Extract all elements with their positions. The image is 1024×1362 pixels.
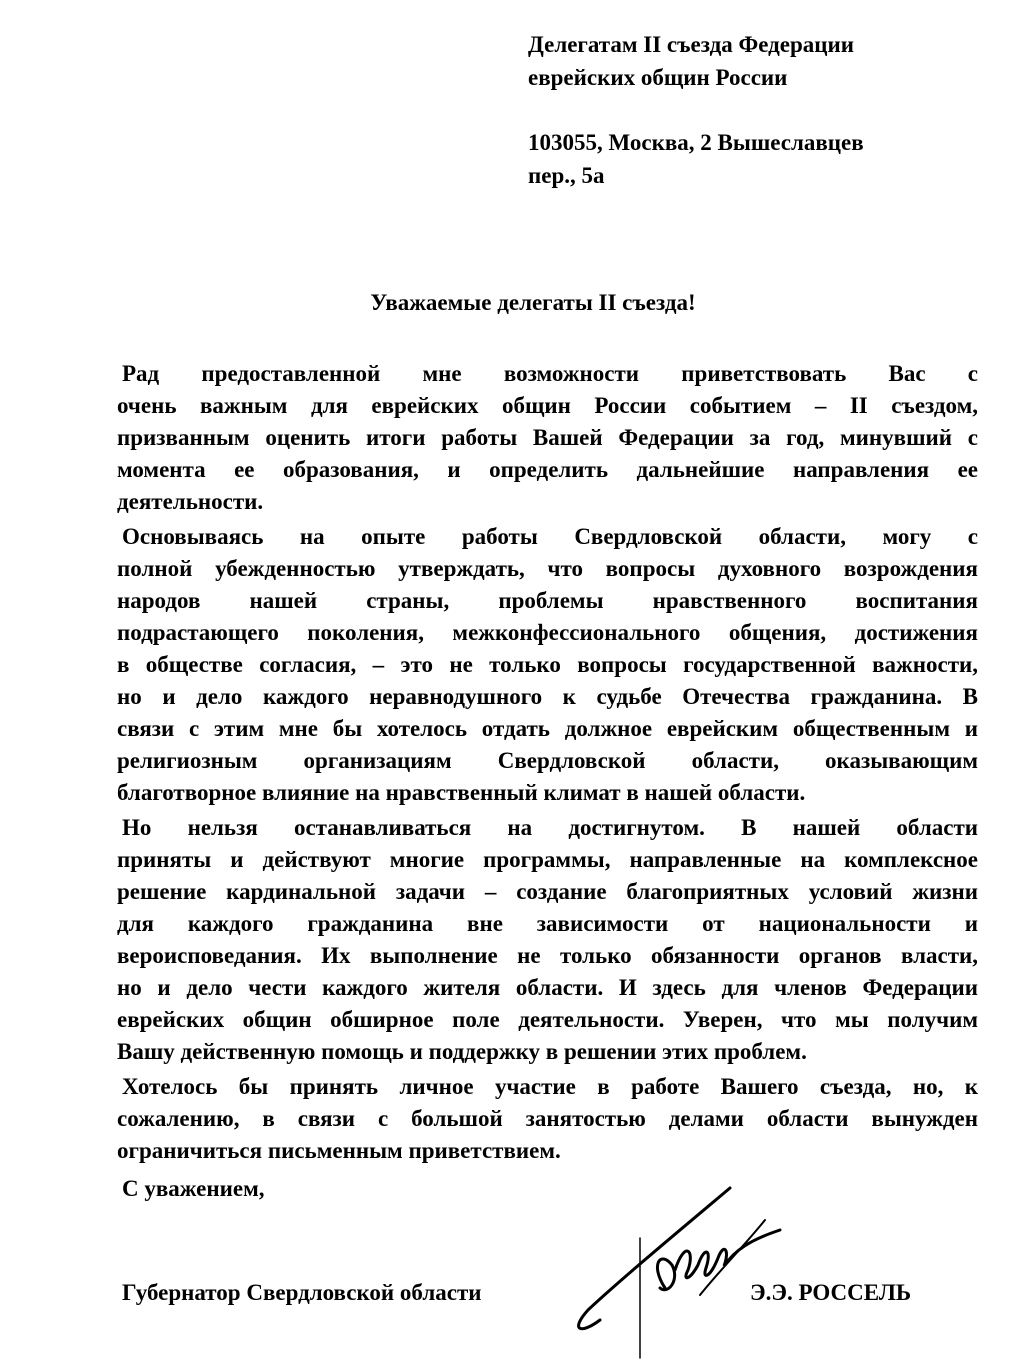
signature [560, 1170, 830, 1360]
paragraph [117, 358, 978, 518]
text-line: приняты и действуют многие программы, направленные на комплексное [117, 847, 978, 872]
text-line: полной убежденностью утверждать, что вопросы духовного возрождения [117, 556, 978, 581]
text-line: Вашу действенную помощь и поддержку в решении этих проблем. [117, 1039, 807, 1064]
text-line: момента ее образования, и определить дальнейшие направления ее [117, 457, 978, 482]
address-block [528, 126, 864, 192]
text-line: Рад предоставленной мне возможности приветствовать Вас с [122, 361, 978, 386]
text-line: связи с этим мне бы хотелось отдать должное еврейским общественным и [117, 716, 978, 741]
address-line: пер., 5а [528, 163, 605, 188]
text-line: очень важным для еврейских общин России событием – II съездом, [117, 393, 978, 418]
salutation: Уважаемые делегаты II съезда! [370, 290, 696, 315]
text-line: вероисповедания. Их выполнение не только обязанности органов власти, [117, 943, 978, 968]
text-line: но и дело каждого неравнодушного к судьбе Отечества гражданина. В [117, 684, 978, 709]
text-line: решение кардинальной задачи – создание благоприятных условий жизни [117, 879, 978, 904]
address-line: 103055, Москва, 2 Вышеславцев [528, 130, 864, 155]
recipient-line: Делегатам II съезда Федерации [528, 32, 855, 57]
signatory-name: Э.Э. РОССЕЛЬ [750, 1280, 912, 1305]
text-line: религиозным организациям Свердловской области, оказывающим [117, 748, 978, 773]
text-line: подрастающего поколения, межконфессионального общения, достижения [117, 620, 978, 645]
text-line: Основываясь на опыте работы Свердловской области, могу с [122, 524, 978, 549]
text-line: сожалению, в связи с большой занятостью делами области вынужден [117, 1106, 978, 1131]
text-line: в обществе согласия, – это не только вопросы государственной важности, [117, 652, 978, 677]
text-line: призванным оценить итоги работы Вашей Федерации за год, минувший с [117, 425, 978, 450]
paragraph [117, 521, 978, 809]
text-line: ограничиться письменным приветствием. [117, 1138, 561, 1163]
closing: С уважением, [122, 1176, 265, 1201]
recipient-line: еврейских общин России [528, 65, 788, 90]
paragraph [117, 1071, 978, 1167]
text-line: народов нашей страны, проблемы нравственного воспитания [117, 588, 978, 613]
text-line: деятельности. [117, 489, 264, 514]
signatory-position: Губернатор Свердловской области [122, 1280, 482, 1305]
paragraph [117, 812, 978, 1068]
text-line: но и дело чести каждого жителя области. И здесь для членов Федерации [117, 975, 978, 1000]
letter-body [117, 358, 978, 1170]
text-line: еврейских общин обширное поле деятельности. Уверен, что мы получим [117, 1007, 978, 1032]
text-line: благотворное влияние на нравственный климат в нашей области. [117, 780, 806, 805]
text-line: Хотелось бы принять личное участие в работе Вашего съезда, но, к [122, 1074, 978, 1099]
text-line: для каждого гражданина вне зависимости от национальности и [117, 911, 978, 936]
recipient-block [528, 28, 854, 94]
text-line: Но нельзя останавливаться на достигнутом. В нашей области [122, 815, 978, 840]
